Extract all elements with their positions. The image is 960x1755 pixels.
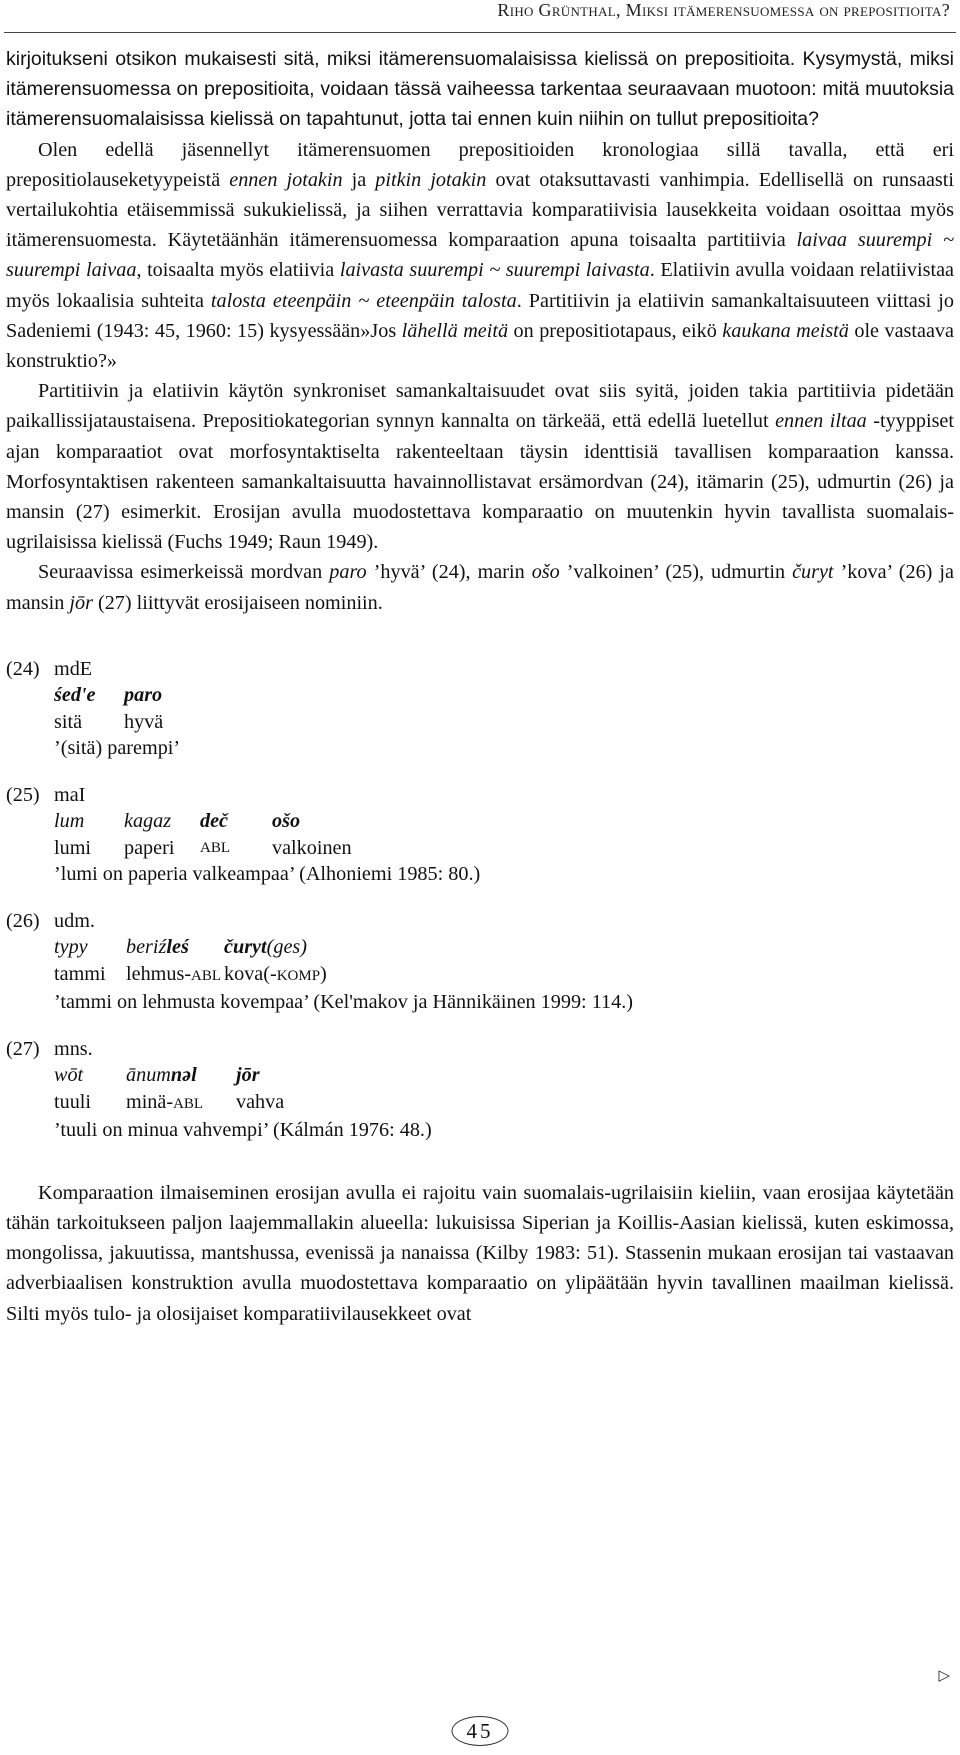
example-26 xyxy=(6,908,954,1016)
header-rule xyxy=(4,32,956,33)
example-number: (24) xyxy=(6,657,40,680)
source-line: typy beriźleś čuryt(ges) xyxy=(54,936,307,959)
example-24 xyxy=(6,656,954,762)
language-label: udm. xyxy=(54,909,95,932)
paragraph-1: kirjoitukseni otsikon mukaisesti sitä, miksi itämerensuomalaisissa kielissä on prepositioita. Kysymystä, miksi itämerensuomessa on prepositioita, voidaan tässä vaiheessa tarkentaa seuraavaan muotoon: mitä muutoksia itämerensuomalaisissa kielissä on tapahtunut, jotta tai ennen kuin niihin on tullut prepositioita? xyxy=(6,48,954,131)
translation-line: ’tammi on lehmusta kovempaa’ (Kel'makov ja Hännikäinen 1999: 114.) xyxy=(54,991,634,1014)
source-line: wōt ānumnəl jōr xyxy=(54,1064,260,1087)
translation-line: ’tuuli on minua vahvempi’ (Kálmán 1976: 48.) xyxy=(54,1119,432,1142)
example-number: (26) xyxy=(6,909,40,932)
language-label: mdE xyxy=(54,657,93,680)
next-page-arrow-icon: ▷ xyxy=(938,1668,950,1684)
paragraph-4: Seuraavissa esimerkeissä mordvan paro ’hyvä’ (24), marin ošo ’valkoinen’ (25), udmurtin čuryt ’kova’ (26) ja mansin jōr (27) liittyvät erosijaiseen nominiin. xyxy=(6,561,954,614)
example-number: (25) xyxy=(6,783,40,806)
example-25 xyxy=(6,782,954,888)
source-line: śed'e paro xyxy=(54,684,163,707)
example-list xyxy=(6,656,954,1144)
language-label: mns. xyxy=(54,1037,93,1060)
paragraph-3: Partitiivin ja elatiivin käytön synkroniset samankaltaisuudet ovat siis syitä, joiden takia partitiivia pidetään paikallissijataustaisena. Prepositiokategorian synnyn kannalta on tärkeää, että edellä luetellut ennen iltaa -tyyppiset ajan komparaatiot ovat morfosyntaktiselta rakenteeltaan täysin identtisiä tavallisen komparaation kanssa. Morfosyntaktisen rakenteen samankaltaisuutta havainnollistavat ersämordvan (24), itämarin (25), udmurtin (26) ja mansin (27) esimerkit. Erosijan avulla muodostettava komparaatio on muutenkin hyvin tavallista suomalais-ugrilaisissa kielissä (Fuchs 1949; Raun 1949). xyxy=(6,380,954,554)
source-line: lum kagaz deč ošo xyxy=(54,810,301,833)
gloss-line: tammi lehmus-ABL kova(-KOMP) xyxy=(54,962,327,985)
language-label: maI xyxy=(54,783,86,806)
translation-line: ’lumi on paperia valkeampaa’ (Alhoniemi 1985: 80.) xyxy=(54,863,481,886)
example-27 xyxy=(6,1036,954,1144)
gloss-line: sitä hyvä xyxy=(54,710,164,733)
page-body xyxy=(6,44,954,1329)
running-head: Riho Grünthal, Miksi itämerensuomessa on prepositioita? xyxy=(497,0,950,20)
gloss-line: lumi paperi ABL valkoinen xyxy=(54,836,352,859)
example-number: (27) xyxy=(6,1037,40,1060)
page-number: 45 xyxy=(452,1716,509,1746)
paragraph-2: Olen edellä jäsennellyt itämerensuomen prepositioiden kronologiaa sillä tavalla, että eri prepositiolauseketyypeistä ennen jotakin ja pitkin jotakin ovat otaksuttavasti vanhimpia. Edellisellä on runsaasti vertailukohtia etäisemmissä sukukielissä, ja siihen verrattavia komparatiivisia lausekkeita voidaan osoittaa myös itämerensuomesta. Käytetäänhän itämerensuomessa komparaation apuna toisaalta partitiivia laivaa suurempi ~ suurempi laivaa, toisaalta myös elatiivia laivasta suurempi ~ suurempi laivasta. Elatiivin avulla voidaan relatiivistaa myös lokaalisia suhteita talosta eteenpäin ~ eteenpäin talosta. Partitiivin ja elatiivin samankaltaisuuteen viittasi jo Sadeniemi (1943: 45, 1960: 15) kysyessään»Jos lähellä meitä on prepositiotapaus, eikö kaukana meistä ole vastaava konstruktio?» xyxy=(6,138,955,373)
paragraph-5: Komparaation ilmaiseminen erosijan avulla ei rajoitu vain suomalais-ugrilaisiin kieliin, vaan erosijaa käytetään tähän tarkoitukseen paljon laajemmallakin alueella: lukuisissa Siperian ja Koillis-Aasian kielissä, kuten eskimossa, mongolissa, jakuutissa, mantshussa, evenissä ja nanaissa (Kilby 1983: 51). Stassenin mukaan erosijan tai vastaavan adverbiaalisen konstruktion avulla muodostettava komparaatio on ylipäätään hyvin tavallinen maailman kielissä. Silti myös tulo- ja olosijaiset komparatiivilausekkeet ovat xyxy=(6,1181,954,1325)
translation-line: ’(sitä) parempi’ xyxy=(54,737,181,760)
gloss-line: tuuli minä-ABL vahva xyxy=(54,1090,285,1113)
